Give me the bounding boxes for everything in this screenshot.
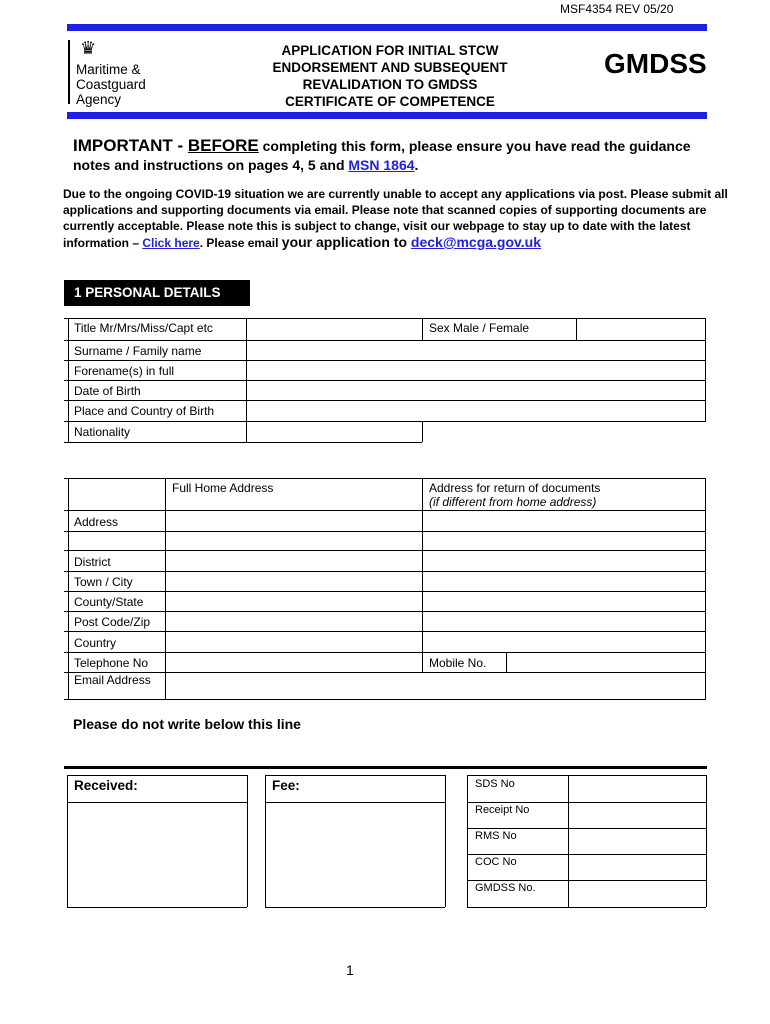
return-address-note: (if different from home address) [429, 495, 597, 509]
place-of-birth-label: Place and Country of Birth [74, 404, 215, 418]
surname-field[interactable] [248, 342, 704, 359]
sex-label: Sex Male / Female [429, 321, 530, 335]
sex-field[interactable] [578, 320, 704, 339]
logo-divider [68, 40, 70, 104]
header-bottom-rule [67, 112, 707, 119]
important-end: . [414, 157, 419, 173]
gmdss-no-label: GMDSS No. [475, 882, 536, 894]
title-field[interactable] [248, 320, 420, 339]
telephone-field[interactable] [167, 654, 421, 671]
click-here-link[interactable]: Click here [142, 236, 200, 250]
page-number: 1 [346, 962, 354, 978]
receipt-no-label: Receipt No [475, 804, 530, 816]
fee-label: Fee: [272, 778, 300, 793]
important-text: completing this form, please ensure you have read the guidance notes and instructions on pages 4, 5 and [73, 138, 691, 173]
covid-your-app: your application to [281, 234, 411, 250]
place-of-birth-field[interactable] [248, 402, 704, 420]
county-state-label: County/State [74, 595, 144, 609]
telephone-label: Telephone No [74, 656, 149, 670]
rms-no-label: RMS No [475, 830, 517, 842]
forenames-field[interactable] [248, 362, 704, 379]
mobile-field[interactable] [508, 654, 704, 671]
coc-no-label: COC No [475, 856, 517, 868]
full-home-address-label: Full Home Address [172, 481, 274, 495]
mobile-label: Mobile No. [429, 656, 487, 670]
covid-notice [63, 186, 753, 251]
covid-text: Due to the ongoing COVID-19 situation we are currently unable to accept any applications via post. Please submit all applications and supporting documents via email. Please note that scanned copies of supporting documents are currently acceptable. Please note this is subject to change, visit our webpage to stay up to date with the latest information – [63, 187, 728, 250]
form-title: APPLICATION FOR INITIAL STCW ENDORSEMENT AND SUBSEQUENT REVALIDATION TO GMDSS CERTIFICATE OF COMPETENCE [272, 43, 508, 109]
return-address-label: Address for return of documents [429, 481, 601, 495]
agency-logo [68, 38, 228, 106]
agency-name: Maritime & Coastguard Agency [76, 62, 146, 107]
forenames-label: Forename(s) in full [74, 364, 175, 378]
email-field[interactable] [167, 674, 704, 698]
important-notice [73, 136, 707, 175]
nationality-label: Nationality [74, 425, 131, 439]
gmdss-badge: GMDSS [604, 48, 707, 79]
surname-label: Surname / Family name [74, 344, 202, 358]
email-link[interactable]: deck@mcga.gov.uk [410, 234, 542, 250]
important-before: BEFORE [187, 136, 259, 155]
received-label: Received: [74, 778, 138, 793]
title-label: Title Mr/Mrs/Miss/Capt etc [74, 321, 213, 335]
dob-label: Date of Birth [74, 384, 141, 398]
office-use-rule [64, 766, 707, 769]
top-rule [67, 24, 707, 31]
town-city-label: Town / City [74, 575, 133, 589]
nationality-field[interactable] [248, 423, 420, 441]
royal-crest-icon: ♛ [80, 38, 97, 58]
form-reference: MSF4354 REV 05/20 [560, 2, 674, 16]
covid-mid: . Please email [199, 236, 282, 250]
office-use-note: Please do not write below this line [73, 716, 301, 732]
section-heading-personal-details: 1 PERSONAL DETAILS [64, 280, 250, 306]
msn-link[interactable]: MSN 1864 [348, 157, 415, 173]
country-label: Country [74, 636, 117, 650]
sds-no-label: SDS No [475, 778, 515, 790]
email-label: Email Address [74, 673, 151, 687]
district-label: District [74, 555, 111, 569]
dob-field[interactable] [248, 382, 704, 399]
address-label: Address [74, 515, 119, 529]
post-code-label: Post Code/Zip [74, 615, 151, 629]
important-lead: IMPORTANT - [73, 136, 188, 155]
return-address-field[interactable] [424, 512, 704, 530]
home-address-field[interactable] [167, 512, 421, 530]
